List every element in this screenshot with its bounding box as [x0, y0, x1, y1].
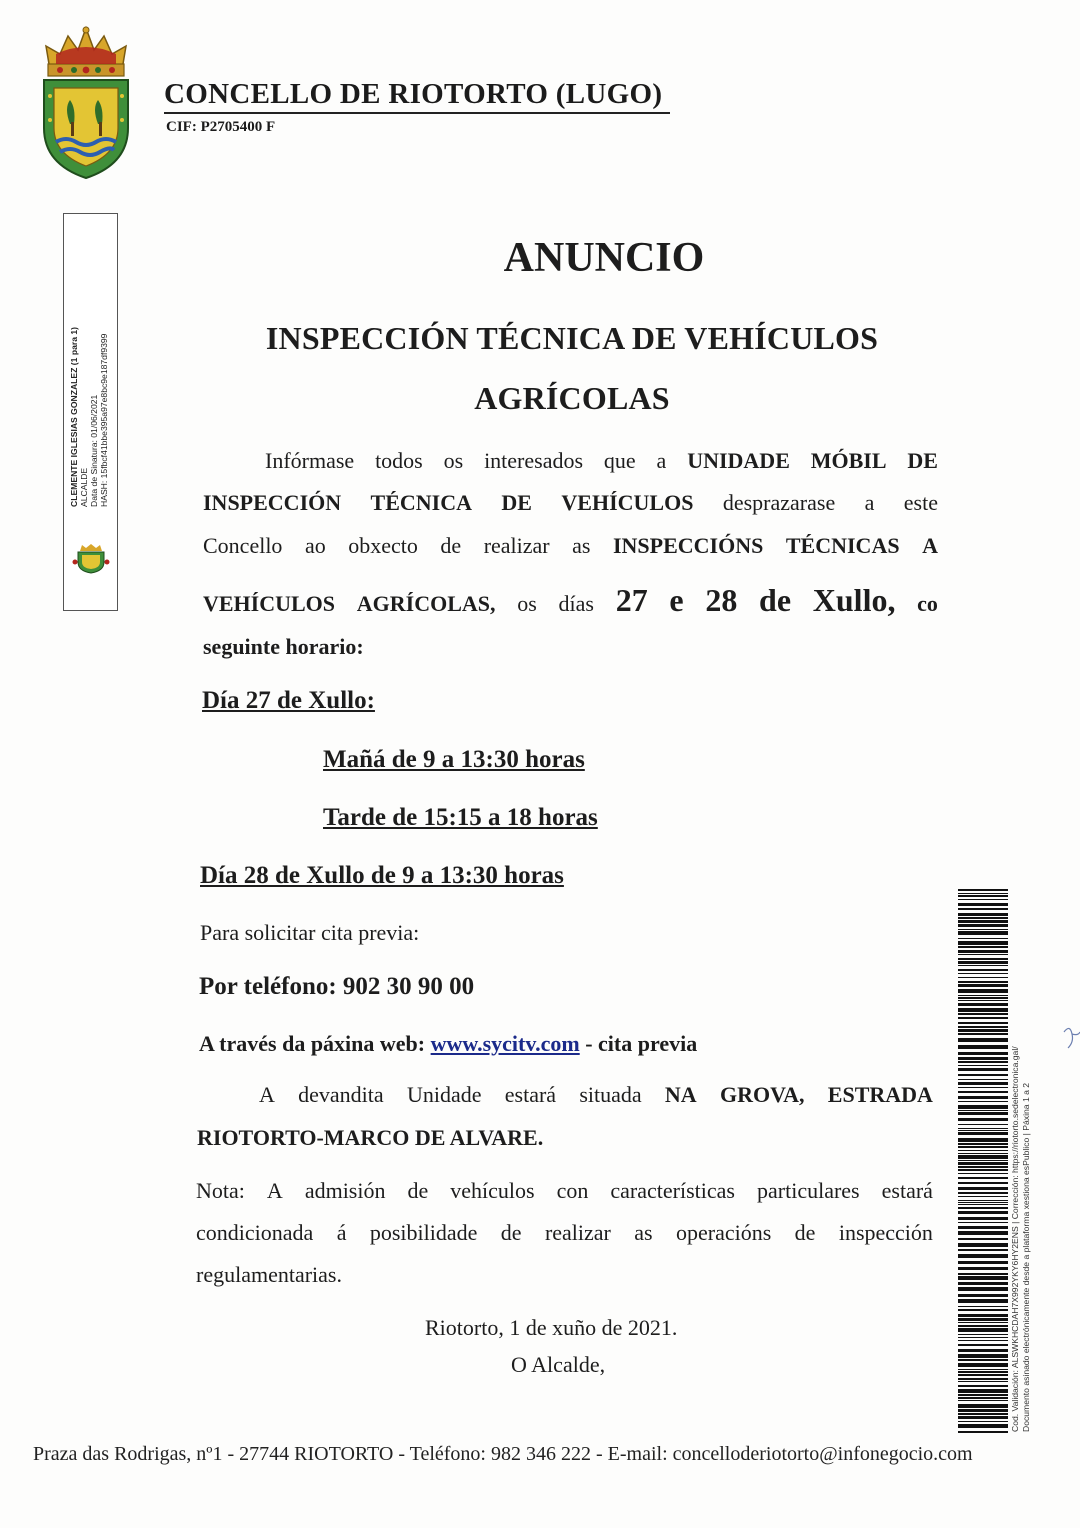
- barcode-bar: [958, 1371, 1008, 1373]
- barcode-bar: [958, 981, 1008, 983]
- intro-line-1: Infórmase todos os interesados que a UNIDADE MÓBIL DE: [265, 448, 938, 473]
- barcode-bar: [958, 1160, 1008, 1161]
- barcode-bar: [958, 1162, 1008, 1165]
- schedule-day-1-morning: Mañá de 9 a 13:30 horas: [323, 746, 585, 773]
- schedule-day-2: Día 28 de Xullo de 9 a 13:30 horas: [200, 862, 564, 889]
- barcode-bar: [958, 1132, 1008, 1135]
- barcode-bar: [958, 946, 1008, 948]
- barcode-bar: [958, 1334, 1008, 1335]
- barcode-bar: [958, 977, 1008, 978]
- barcode-bar: [958, 1143, 1008, 1145]
- barcode-bar: [958, 1074, 1008, 1076]
- barcode-bar: [958, 1091, 1008, 1093]
- barcode-bar: [958, 1287, 1008, 1291]
- barcode-bar: [958, 954, 1008, 955]
- barcode-bar: [958, 1029, 1008, 1032]
- barcode-bar: [958, 1431, 1008, 1433]
- barcode-bar: [958, 1022, 1008, 1024]
- barcode-bar: [958, 1150, 1008, 1151]
- barcode-bar: [958, 1138, 1008, 1142]
- barcode-bar: [958, 1207, 1008, 1209]
- barcode-bar: [958, 1038, 1008, 1042]
- barcode-bar: [958, 1204, 1008, 1205]
- barcode-bar: [958, 1202, 1008, 1203]
- barcode-bar: [958, 1096, 1008, 1099]
- barcode-bar: [958, 1267, 1008, 1270]
- barcode-bar: [958, 893, 1008, 894]
- barcode-bar: [958, 1378, 1008, 1380]
- barcode-bar: [958, 1322, 1008, 1323]
- barcode-bar: [958, 1404, 1008, 1408]
- barcode-bar: [958, 1354, 1008, 1358]
- barcode-bar: [958, 961, 1008, 964]
- validation-text: [1010, 962, 1040, 1432]
- barcode-bar: [958, 1261, 1008, 1264]
- barcode-bar: [958, 908, 1008, 910]
- signature-date: Data de Sinatura: 01/06/2021: [89, 394, 99, 507]
- barcode-bar: [958, 1409, 1008, 1412]
- barcode-bar: [958, 1381, 1008, 1382]
- barcode-bar: [958, 1344, 1008, 1346]
- barcode-bar: [958, 1153, 1008, 1154]
- barcode-bar: [958, 1340, 1008, 1341]
- intro-line-4: VEHÍCULOS AGRÍCOLAS, os días 27 e 28 de Xullo, co: [203, 582, 938, 618]
- barcode-bar: [958, 1169, 1008, 1171]
- barcode-bar: [958, 1061, 1008, 1063]
- barcode-bar: [958, 1057, 1008, 1060]
- barcode-bar: [958, 889, 1008, 891]
- barcode-bar: [958, 941, 1008, 945]
- barcode-bar: [958, 1003, 1008, 1006]
- appointment-web-suffix: - cita previa: [585, 1031, 698, 1056]
- barcode-bar: [958, 1359, 1008, 1361]
- barcode-bar: [958, 1187, 1008, 1190]
- barcode-bar: [958, 1173, 1008, 1174]
- barcode-bar: [958, 1013, 1008, 1015]
- barcode-bar: [958, 1068, 1008, 1071]
- barcode-bar: [958, 1155, 1008, 1159]
- barcode-bar: [958, 1017, 1008, 1019]
- barcode-bar: [958, 989, 1008, 993]
- signature-hash: HASH: 15fbcf41bbe395a97e8bc9e187df9399: [99, 333, 109, 507]
- barcode-bar: [958, 1254, 1008, 1258]
- appointment-phone: Por teléfono: 902 30 90 00: [199, 973, 475, 1000]
- note-line-2: condicionada á posibilidade de realizar as operacións de inspección: [196, 1220, 933, 1245]
- barcode-bar: [958, 1369, 1008, 1370]
- barcode-bar: [958, 1337, 1008, 1338]
- organization-cif: CIF: P2705400 F: [166, 119, 276, 135]
- barcode-bar: [958, 1065, 1008, 1066]
- barcode-bar: [958, 1101, 1008, 1102]
- location-paragraph: [197, 1082, 933, 1162]
- barcode-bar: [958, 1238, 1008, 1240]
- barcode-bar: [958, 1413, 1008, 1415]
- barcode-bar: [958, 1045, 1008, 1049]
- barcode-bar: [958, 984, 1008, 987]
- barcode-bar: [958, 1000, 1008, 1001]
- barcode-bar: [958, 931, 1008, 935]
- note-paragraph: [196, 1178, 933, 1288]
- barcode-bar: [958, 1389, 1008, 1393]
- document-title: ANUNCIO: [503, 235, 705, 281]
- signer-name: CLEMENTE IGLESIAS GONZALEZ (1 para 1): [69, 326, 79, 507]
- barcode-bar: [958, 1118, 1008, 1121]
- barcode-bar: [958, 1249, 1008, 1251]
- barcode-bar: [958, 1314, 1008, 1317]
- appointment-web-link[interactable]: www.sycitv.com: [430, 1031, 580, 1056]
- intro-line-2: INSPECCIÓN TÉCNICA DE VEHÍCULOS desprazarase a este: [203, 490, 938, 515]
- appointment-web-prefix: A través da páxina web:: [199, 1031, 426, 1056]
- footer-contact: Praza das Rodrigas, nº1 - 27744 RIOTORTO - Teléfono: 982 346 222 - E-mail: concelloderiotorto@infonegocio.com: [33, 1443, 973, 1465]
- barcode-bar: [958, 1196, 1008, 1197]
- barcode-bar: [958, 938, 1008, 939]
- barcode-bar: [958, 1400, 1008, 1401]
- validation-code-line: Cod. Validación: ALSWKHCDAH7X992YKY6HY2ENS | Corrección: https://riotorto.sedelectronica.gal/: [1010, 1046, 1020, 1432]
- barcode-bar: [958, 913, 1008, 916]
- barcode-bar: [958, 1416, 1008, 1419]
- barcode-bar: [958, 1294, 1008, 1297]
- validation-barcode-icon: [958, 889, 1008, 1433]
- document-subtitle-line-1: INSPECCIÓN TÉCNICA DE VEHÍCULOS: [265, 320, 879, 356]
- barcode-bar: [958, 1349, 1008, 1352]
- barcode-bar: [958, 1306, 1008, 1307]
- barcode-bar: [958, 1217, 1008, 1220]
- barcode-bar: [958, 903, 1008, 906]
- barcode-bar: [958, 1112, 1008, 1115]
- barcode-bar: [958, 1231, 1008, 1235]
- barcode-bar: [958, 1026, 1008, 1028]
- barcode-bar: [958, 1211, 1008, 1214]
- validation-platform-line: Documento asinado electrónicamente desde a plataforma xestiona esPublico | Páxina 1 a 2: [1021, 1082, 1031, 1432]
- barcode-bar: [958, 1276, 1008, 1280]
- barcode-bar: [958, 1421, 1008, 1422]
- barcode-bar: [958, 1325, 1008, 1327]
- barcode-bar: [958, 1282, 1008, 1285]
- barcode-bar: [958, 950, 1008, 953]
- barcode-bar: [958, 924, 1008, 927]
- location-line-1: A devandita Unidade estará situada NA GROVA, ESTRADA: [259, 1082, 933, 1107]
- organization-name: CONCELLO DE RIOTORTO (LUGO): [164, 78, 663, 110]
- barcode-bar: [958, 995, 1008, 996]
- barcode-bar: [958, 965, 1008, 966]
- municipal-coat-of-arms-icon: [36, 24, 136, 180]
- barcode-bar: [958, 1243, 1008, 1247]
- barcode-bar: [958, 1374, 1008, 1376]
- closing-signer: O Alcalde,: [511, 1352, 606, 1377]
- barcode-bar: [958, 1124, 1008, 1125]
- barcode-bar: [958, 1182, 1008, 1184]
- closing-place-date: Riotorto, 1 de xuño de 2021.: [425, 1315, 678, 1340]
- location-line-2: RIOTORTO-MARCO DE ALVARE.: [197, 1125, 544, 1150]
- barcode-bar: [958, 1177, 1008, 1179]
- barcode-bar: [958, 920, 1008, 923]
- barcode-bar: [958, 917, 1008, 919]
- barcode-bar: [958, 1052, 1008, 1055]
- barcode-bar: [958, 1087, 1008, 1088]
- barcode-bar: [958, 973, 1008, 974]
- barcode-bar: [958, 1192, 1008, 1194]
- barcode-bar: [958, 929, 1008, 930]
- header-underline: [164, 112, 670, 114]
- barcode-bar: [958, 1222, 1008, 1223]
- barcode-bar: [958, 969, 1008, 971]
- barcode-bar: [958, 1146, 1008, 1148]
- barcode-bar: [958, 1128, 1008, 1129]
- barcode-bar: [958, 1318, 1008, 1321]
- barcode-bar: [958, 1033, 1008, 1035]
- intro-line-5: seguinte horario:: [203, 634, 364, 659]
- signature-emblem-icon: [72, 544, 110, 574]
- note-line-1: Nota: A admisión de vehículos con características particulares estará: [196, 1178, 933, 1203]
- intro-paragraph: [203, 448, 938, 668]
- barcode-bar: [958, 1273, 1008, 1275]
- barcode-bar: [958, 1079, 1008, 1080]
- barcode-bar: [958, 1397, 1008, 1399]
- barcode-bar: [958, 1200, 1008, 1201]
- barcode-bar: [958, 1166, 1008, 1168]
- barcode-bar: [958, 1226, 1008, 1229]
- barcode-bar: [958, 1328, 1008, 1332]
- intro-line-3: Concello ao obxecto de realizar as INSPECCIÓNS TÉCNICAS A: [203, 533, 938, 558]
- barcode-bar: [958, 1363, 1008, 1367]
- barcode-bar: [958, 1105, 1008, 1109]
- barcode-bar: [958, 958, 1008, 960]
- signer-role: ALCALDE: [79, 467, 89, 507]
- barcode-bar: [958, 1394, 1008, 1396]
- note-line-3: regulamentarias.: [196, 1262, 342, 1287]
- barcode-bar: [958, 899, 1008, 900]
- barcode-bar: [958, 1110, 1008, 1111]
- appointment-web: [199, 1031, 697, 1057]
- appointment-intro: Para solicitar cita previa:: [200, 920, 420, 945]
- document-subtitle-line-2: AGRÍCOLAS: [474, 380, 670, 416]
- barcode-bar: [958, 1008, 1008, 1012]
- barcode-bar: [958, 1130, 1008, 1131]
- schedule-day-1-afternoon: Tarde de 15:15 a 18 horas: [323, 804, 598, 831]
- barcode-bar: [958, 1424, 1008, 1428]
- barcode-bar: [958, 895, 1008, 897]
- pencil-mark-icon: [1060, 1022, 1080, 1056]
- barcode-bar: [958, 1082, 1008, 1085]
- barcode-bar: [958, 1299, 1008, 1303]
- barcode-bar: [958, 1309, 1008, 1311]
- schedule-day-1-heading: Día 27 de Xullo:: [202, 687, 375, 714]
- barcode-bar: [958, 1385, 1008, 1387]
- barcode-bar: [958, 997, 1008, 999]
